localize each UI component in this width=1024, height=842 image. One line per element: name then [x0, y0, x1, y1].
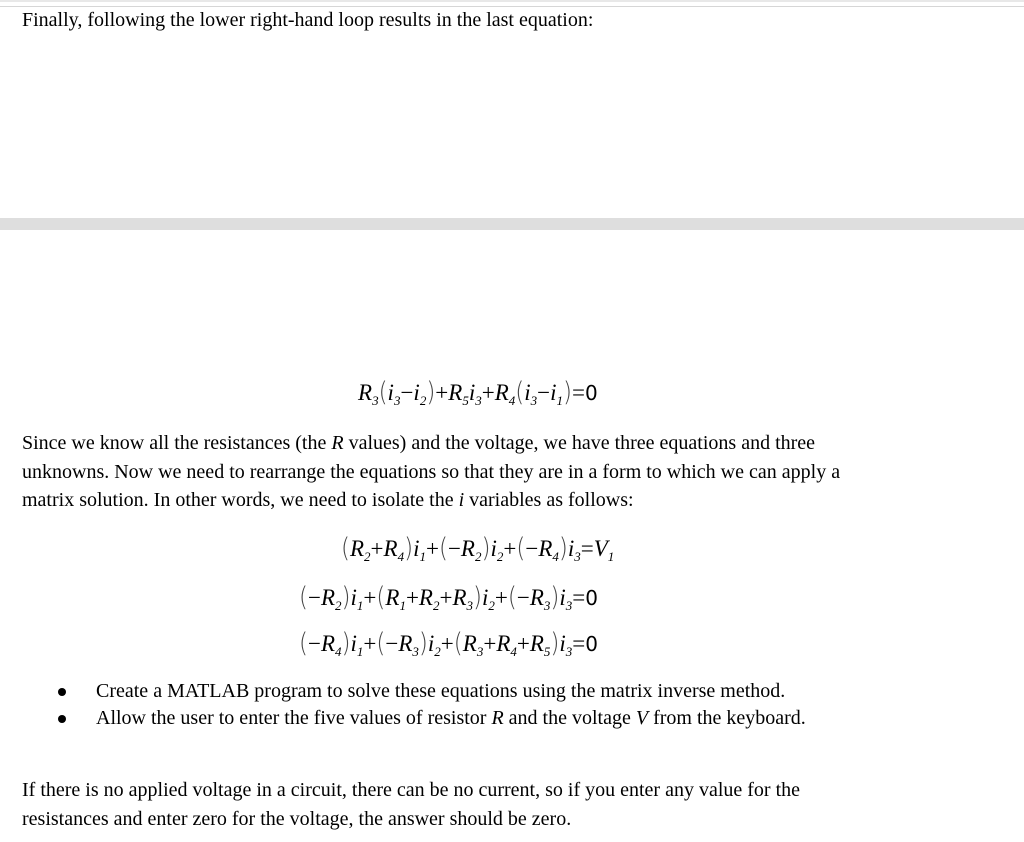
paragraph-line-3: matrix solution. In other words, we need to isolate the i variables as follows: [22, 489, 634, 511]
bullet-icon [58, 715, 66, 723]
system-equation-2: $(-R_2)i_1+(R_1+R_2+R_3)i_2+(-R_3)i_3=0$ [299, 583, 599, 613]
intro-text: Finally, following the lower right-hand loop results in the last equation: [22, 9, 594, 31]
system-equation-1: $(R_2+R_4)i_1+(-R_2)i_2+(-R_4)i_3=V_1$ [341, 534, 615, 564]
closing-line-1: If there is no applied voltage in a circuit, there can be no current, so if you enter any value for the [22, 779, 801, 801]
closing-paragraph [22, 776, 800, 833]
paragraph-line-1: Since we know all the resistances (the R values) and the voltage, we have three equations and three [22, 432, 816, 454]
explanation-paragraph [22, 429, 840, 515]
closing-line-2: resistances and enter zero for the voltage, the answer should be zero. [22, 807, 572, 830]
page-break [0, 218, 1024, 230]
bullet-icon [58, 688, 66, 696]
loop-equation: $R_3(i_3-i_2)+R_5i_3+R_4(i_3-i_1)=0$ [358, 378, 598, 408]
task-list [58, 678, 806, 732]
system-equation-3: $(-R_4)i_1+(-R_3)i_2+(R_3+R_4+R_5)i_3=0$ [299, 629, 599, 659]
task-item-input: Allow the user to enter the five values of resistor R and the voltage V from the keyboard. [58, 705, 806, 732]
page-top-border [0, 0, 1024, 2]
paragraph-line-2: unknowns. Now we need to rearrange the equations so that they are in a form to which we can apply a [22, 460, 841, 483]
task-item-matlab: Create a MATLAB program to solve these equations using the matrix inverse method. [58, 678, 806, 705]
